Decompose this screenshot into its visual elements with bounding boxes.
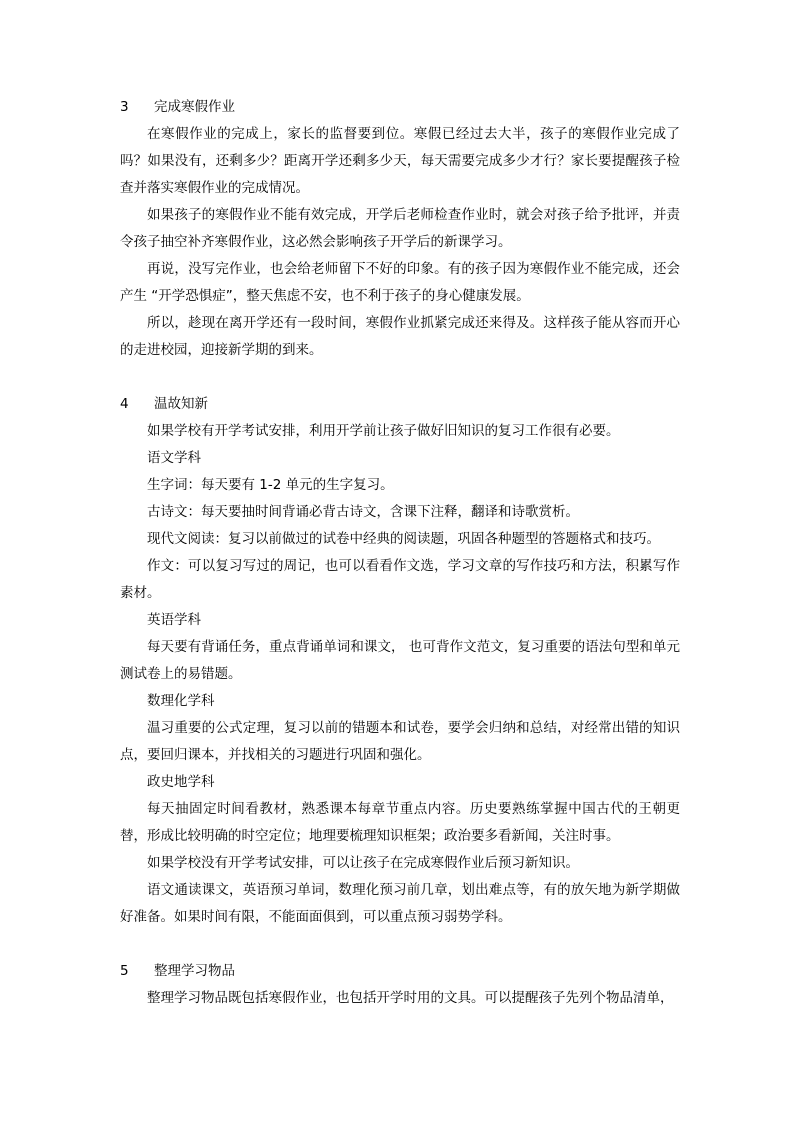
paragraph: 如果学校没有开学考试安排，可以让孩子在完成寒假作业后预习新知识。: [147, 855, 579, 871]
document-body: [120, 94, 680, 1012]
section-number: 5: [120, 963, 129, 979]
paragraph: 整理学习物品既包括寒假作业，也包括开学时用的文具。可以提醒孩子先列个物品清单，: [147, 990, 674, 1006]
section-heading: [120, 94, 680, 121]
paragraph: 每天要有背诵任务，重点背诵单词和课文， 也可背作文范文，复习重要的语法句型和单元测试卷上的易错题。: [120, 639, 680, 682]
section-title: 温故知新: [154, 396, 208, 412]
subject-heading: 政史地学科: [147, 774, 215, 790]
subject-heading: 语文学科: [147, 450, 201, 466]
paragraph: 在寒假作业的完成上，家长的监督要到位。寒假已经过去大半，孩子的寒假作业完成了吗？如果没有，还剩多少？距离开学还剩多少天，每天需要完成多少才行？家长要提醒孩子检查并落实寒假作业的完成情况。: [120, 126, 680, 196]
paragraph: 现代文阅读：复习以前做过的试卷中经典的阅读题，巩固各种题型的答题格式和技巧。: [147, 531, 660, 547]
section-number: 4: [120, 396, 129, 412]
paragraph: 如果孩子的寒假作业不能有效完成，开学后老师检查作业时，就会对孩子给予批评，并责令孩子抽空补齐寒假作业，这必然会影响孩子开学后的新课学习。: [120, 207, 680, 250]
section-spacer: [120, 364, 680, 391]
subject-heading: 英语学科: [147, 612, 201, 628]
section-number: 3: [120, 99, 129, 115]
paragraph: 再说，没写完作业，也会给老师留下不好的印象。有的孩子因为寒假作业不能完成，还会产生 “开学恐惧症”，整天焦虑不安，也不利于孩子的身心健康发展。: [120, 261, 680, 304]
section-heading: [120, 391, 680, 418]
paragraph: 语文通读课文，英语预习单词，数理化预习前几章，划出难点等，有的放矢地为新学期做好准备。如果时间有限，不能面面俱到，可以重点预习弱势学科。: [120, 882, 680, 925]
paragraph: 温习重要的公式定理，复习以前的错题本和试卷，要学会归纳和总结，对经常出错的知识点，要回归课本，并找相关的习题进行巩固和强化。: [120, 720, 680, 763]
paragraph: 所以，趁现在离开学还有一段时间，寒假作业抓紧完成还来得及。这样孩子能从容而开心的走进校园，迎接新学期的到来。: [120, 315, 680, 358]
section-heading: [120, 958, 680, 985]
subject-heading: 数理化学科: [147, 693, 215, 709]
section-title: 完成寒假作业: [154, 99, 235, 115]
section-title: 整理学习物品: [154, 963, 235, 979]
paragraph: 每天抽固定时间看教材，熟悉课本每章节重点内容。历史要熟练掌握中国古代的王朝更替，形成比较明确的时空定位；地理要梳理知识框架；政治要多看新闻，关注时事。: [120, 801, 680, 844]
paragraph: 作文：可以复习写过的周记，也可以看看作文选，学习文章的写作技巧和方法，积累写作素材。: [120, 558, 680, 601]
paragraph: 如果学校有开学考试安排，利用开学前让孩子做好旧知识的复习工作很有必要。: [147, 423, 620, 439]
section-spacer: [120, 931, 680, 958]
paragraph: 生字词：每天要有 1-2 单元的生字复习。: [147, 477, 394, 493]
paragraph: 古诗文：每天要抽时间背诵必背古诗文，含课下注释，翻译和诗歌赏析。: [147, 504, 579, 520]
